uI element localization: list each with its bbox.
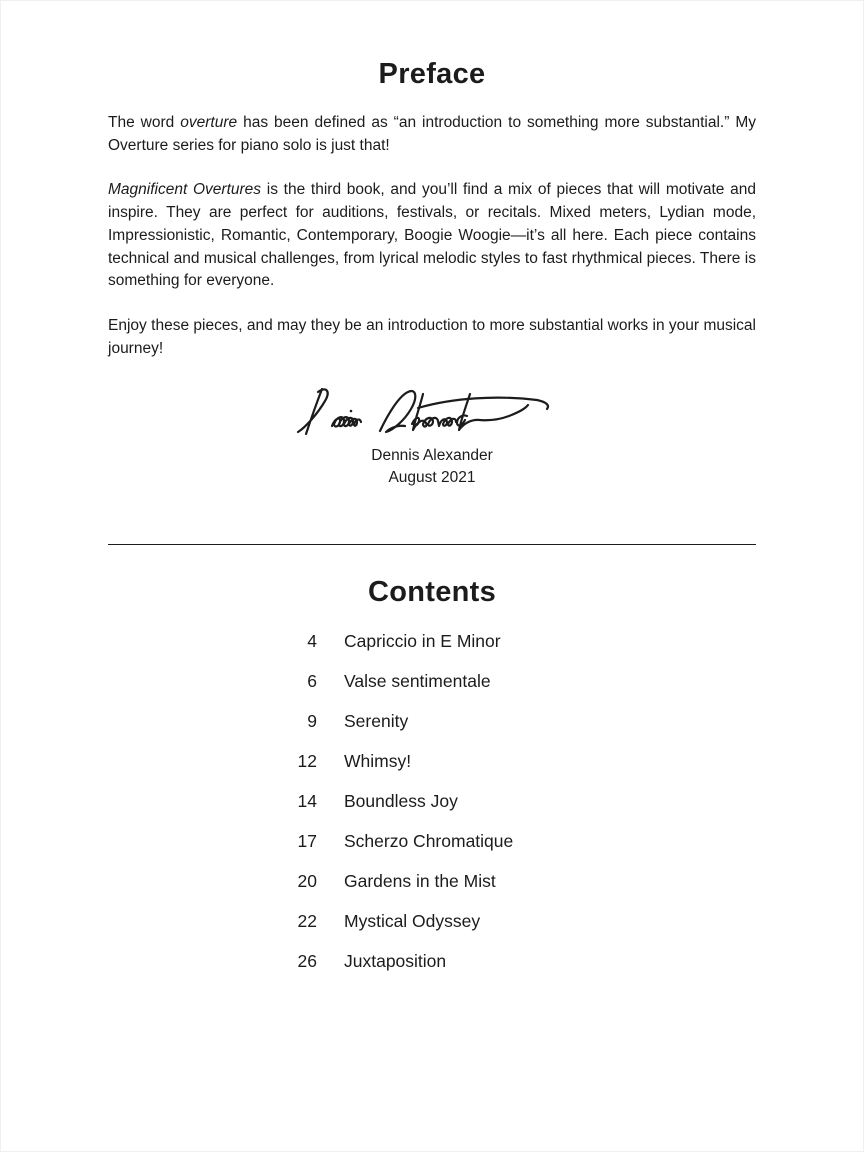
toc-row xyxy=(281,831,513,854)
toc-row xyxy=(281,711,513,734)
toc-page-number: 9 xyxy=(307,711,317,731)
toc-title: Serenity xyxy=(344,711,409,731)
signature-printed-name: Dennis Alexander xyxy=(371,447,493,464)
toc-title: Boundless Joy xyxy=(344,791,458,811)
preface-paragraph: The word overture has been defined as “an introduction to something more substantial.” My Overture series for piano solo is just that! xyxy=(108,114,756,154)
contents-title: Contents xyxy=(367,576,497,608)
toc-page-number: 20 xyxy=(297,871,317,891)
toc-title: Juxtaposition xyxy=(344,951,447,971)
toc-row xyxy=(281,791,513,814)
toc-page-number: 17 xyxy=(297,831,317,851)
toc-page-number: 4 xyxy=(307,631,317,651)
toc-page-number: 22 xyxy=(297,911,317,931)
contents-list xyxy=(281,631,513,991)
toc-row xyxy=(281,671,513,694)
preface-paragraphs xyxy=(108,112,756,382)
toc-page-number: 26 xyxy=(297,951,317,971)
toc-title: Mystical Odyssey xyxy=(344,911,481,931)
section-divider xyxy=(108,544,756,545)
preface-paragraph: Magnificent Overtures is the third book, and you’ll find a mix of pieces that will motivate and inspire. They are perfect for auditions, festivals, or recitals. Mixed meters, Lydian mode, Impressionistic, Romantic, Contemporary, Boogie Woogie—it’s all here. Each piece contains technical and musical challenges, from lyrical melodic styles to fast rhythmical pieces. There is something for everyone. xyxy=(108,181,756,290)
signature-date: August 2021 xyxy=(388,469,476,486)
toc-row xyxy=(281,911,513,934)
toc-title: Gardens in the Mist xyxy=(344,871,496,891)
preface-title: Preface xyxy=(378,58,486,90)
toc-title: Whimsy! xyxy=(344,751,412,771)
toc-page-number: 12 xyxy=(297,751,317,771)
toc-row xyxy=(281,871,513,894)
signature-block xyxy=(0,383,864,489)
toc-page-number: 14 xyxy=(297,791,317,811)
toc-page-number: 6 xyxy=(307,671,317,691)
toc-row xyxy=(281,631,513,654)
toc-title: Scherzo Chromatique xyxy=(344,831,514,851)
toc-row xyxy=(281,951,513,974)
toc-title: Capriccio in E Minor xyxy=(344,631,501,651)
preface-paragraph: Enjoy these pieces, and may they be an introduction to more substantial works in your musical journey! xyxy=(108,316,756,357)
toc-title: Valse sentimentale xyxy=(344,671,491,691)
toc-row xyxy=(281,751,513,774)
handwritten-signature-image xyxy=(292,383,572,445)
